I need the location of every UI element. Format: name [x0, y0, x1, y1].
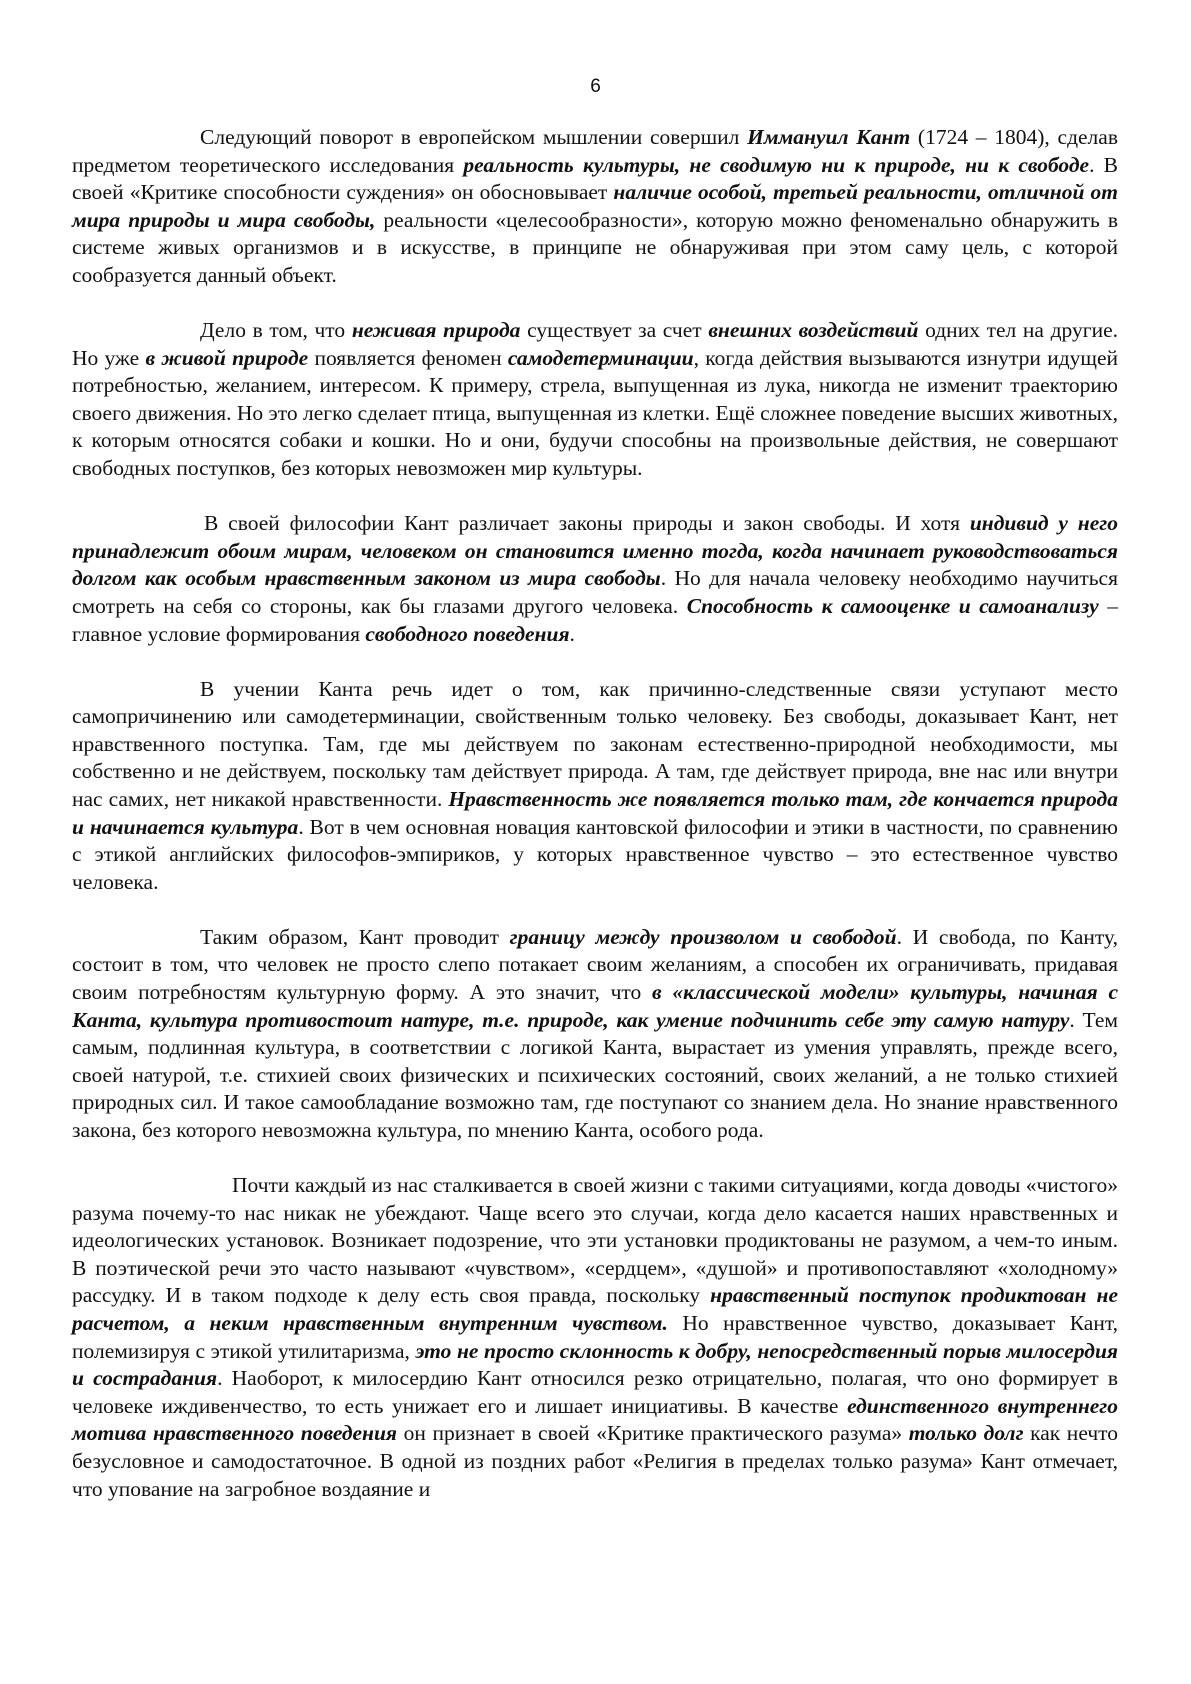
text-run: . В своей «Критике способности суждения» он обосновывает [72, 152, 1118, 205]
emphasized-text: Иммануил Кант [747, 125, 911, 149]
text-run: как нечто безусловное и самодостаточное. В одной из поздних работ «Религия в пределах только разума» Кант отмечает, что упование на загробное воздаяние и [72, 1421, 1118, 1501]
text-run: существует за счет [520, 318, 709, 343]
text-run: одних тел на другие. Но уже [72, 318, 1119, 370]
emphasized-text: это не просто склонность к добру, непосредственный порыв милосердия и сострадания [72, 1338, 1118, 1391]
paragraph [72, 924, 1118, 1145]
text-run: Таким образом, Кант проводит [200, 924, 510, 949]
text-run: – главное условие формирования [72, 593, 1119, 646]
emphasized-text: внешних воздействий [708, 318, 919, 343]
emphasized-text: в «классической модели» культуры, начиная с Канта, культура противостоит натуре, т.е. природе, как умение подчинить себе эту самую натуру [72, 980, 1118, 1032]
paragraph [72, 124, 1118, 290]
text-run: Но нравственное чувство, доказывает Кант, полемизируя с этикой утилитаризма, [72, 1311, 1118, 1363]
text-run: В своей философии Кант различает законы природы и закон свободы. И хотя [204, 511, 970, 536]
text-run: Дело в том, что [200, 318, 352, 343]
paragraph [72, 510, 1118, 648]
paragraph [72, 317, 1118, 483]
text-run: . Но для начала человеку необходимо научиться смотреть на себя со стороны, как бы глазами другого человека. [72, 566, 1118, 618]
emphasized-text: наличие особой, третьей реальности, отличной от мира природы и мира свободы, [72, 180, 1118, 232]
emphasized-text: границу между произволом и свободой [509, 924, 897, 949]
body-text [72, 124, 1118, 1531]
page-number: 6 [590, 76, 601, 97]
text-run: . Наоборот, к милосердию Кант относился резко отрицательно, полагая, что оно формирует в человеке иждивенчество, то есть унижает его и лишает инициативы. В качестве [72, 1366, 1118, 1418]
text-run: появляется феномен [308, 345, 508, 370]
text-run: реальности «целесообразности», которую можно феноменально обнаружить в системе живых организмов и в искусстве, в принципе не обнаруживая при этом саму цель, с которой сообразуется данный объект. [72, 207, 1119, 287]
text-run: . Тем самым, подлинная культура, в соответствии с логикой Канта, вырастает из умения управлять, прежде всего, своей натурой, т.е. стихией своих физических и психических состояний, своих желаний, а не только стихией природных сил. И такое самообладание возможно там, где поступают со знанием дела. Но знание нравственного закона, без которого невозможна культура, по мнению Канта, особого рода. [72, 1007, 1118, 1142]
emphasized-text: свободного поведения [365, 621, 570, 646]
emphasized-text: нравственный поступок продиктован не расчетом, а неким нравственным внутренним чувством. [72, 1283, 1119, 1336]
text-run: . [569, 621, 575, 646]
text-run: , когда действия вызываются изнутри идущей потребностью, желанием, интересом. К примеру, стрела, выпущенная из лука, никогда не изменит траекторию своего движения. Но это легко сделает птица, выпущенная из клетки. Ещё сложнее поведение высших животных, к которым относятся собаки и кошки. Но и они, будучи способны на произвольные действия, не совершают свободных поступков, без которых невозможен мир культуры. [72, 345, 1119, 481]
text-run: (1724 – 1804), сделав предметом теоретического исследования [72, 125, 1118, 177]
text-run: . И свобода, по Канту, состоит в том, что человек не просто слепо потакает своим желаниям, а способен их ограничивать, придавая своим потребностям культурную форму. А это значит, что [72, 924, 1118, 1005]
paragraph [72, 676, 1118, 897]
text-run: В учении Канта речь идет о том, как причинно-следственные связи уступают место самопричинению или самодетерминации, свойственным только человеку. Без свободы, доказывает Кант, нет нравственного поступка. Там, где мы действуем по законам естественно-природной необходимости, мы собственно и не действуем, поскольку там действует природа. А там, где действует природа, вне нас или внутри нас самих, нет никакой нравственности. [72, 676, 1118, 811]
emphasized-text: Нравственность же появляется только там, где кончается природа и начинается культура [72, 786, 1118, 839]
emphasized-text: Способность к самооценке и самоанализу [686, 593, 1099, 618]
emphasized-text: индивид у него принадлежит обоим мирам, человеком он становится именно тогда, когда начинает руководствоваться долгом как особым нравственным законом из мира свободы [72, 511, 1118, 591]
text-run: Почти каждый из нас сталкивается в своей жизни с такими ситуациями, когда доводы «чистого» разума почему-то нас никак не убеждают. Чаще всего это случаи, когда дело касается наших нравственных и идеологических установок. Возникает подозрение, что эти установки продиктованы не разумом, а чем-то иным. В поэтической речи это часто называют «чувством», «сердцем», «душой» и противопоставляют «холодному» рассудку. И в таком подходе к делу есть своя правда, поскольку [72, 1173, 1118, 1308]
emphasized-text: самодетерминации [507, 345, 694, 370]
emphasized-text: только долг [908, 1421, 1024, 1446]
emphasized-text: в живой природе [145, 345, 309, 370]
paragraph [72, 1172, 1118, 1503]
emphasized-text: единственного внутреннего мотива нравственного поведения [72, 1393, 1118, 1446]
emphasized-text: неживая природа [351, 318, 521, 343]
emphasized-text: реальность культуры, не сводимую ни к природе, ни к свободе [463, 152, 1090, 177]
text-run: . Вот в чем основная новация кантовской философии и этики в частности, по сравнению с этикой английских философов-эмпириков, у которых нравственное чувство – это естественное чувство человека. [72, 814, 1118, 894]
text-run: он признает в своей «Критике практического разума» [397, 1421, 909, 1446]
text-run: Следующий поворот в европейском мышлении совершил [200, 125, 748, 149]
